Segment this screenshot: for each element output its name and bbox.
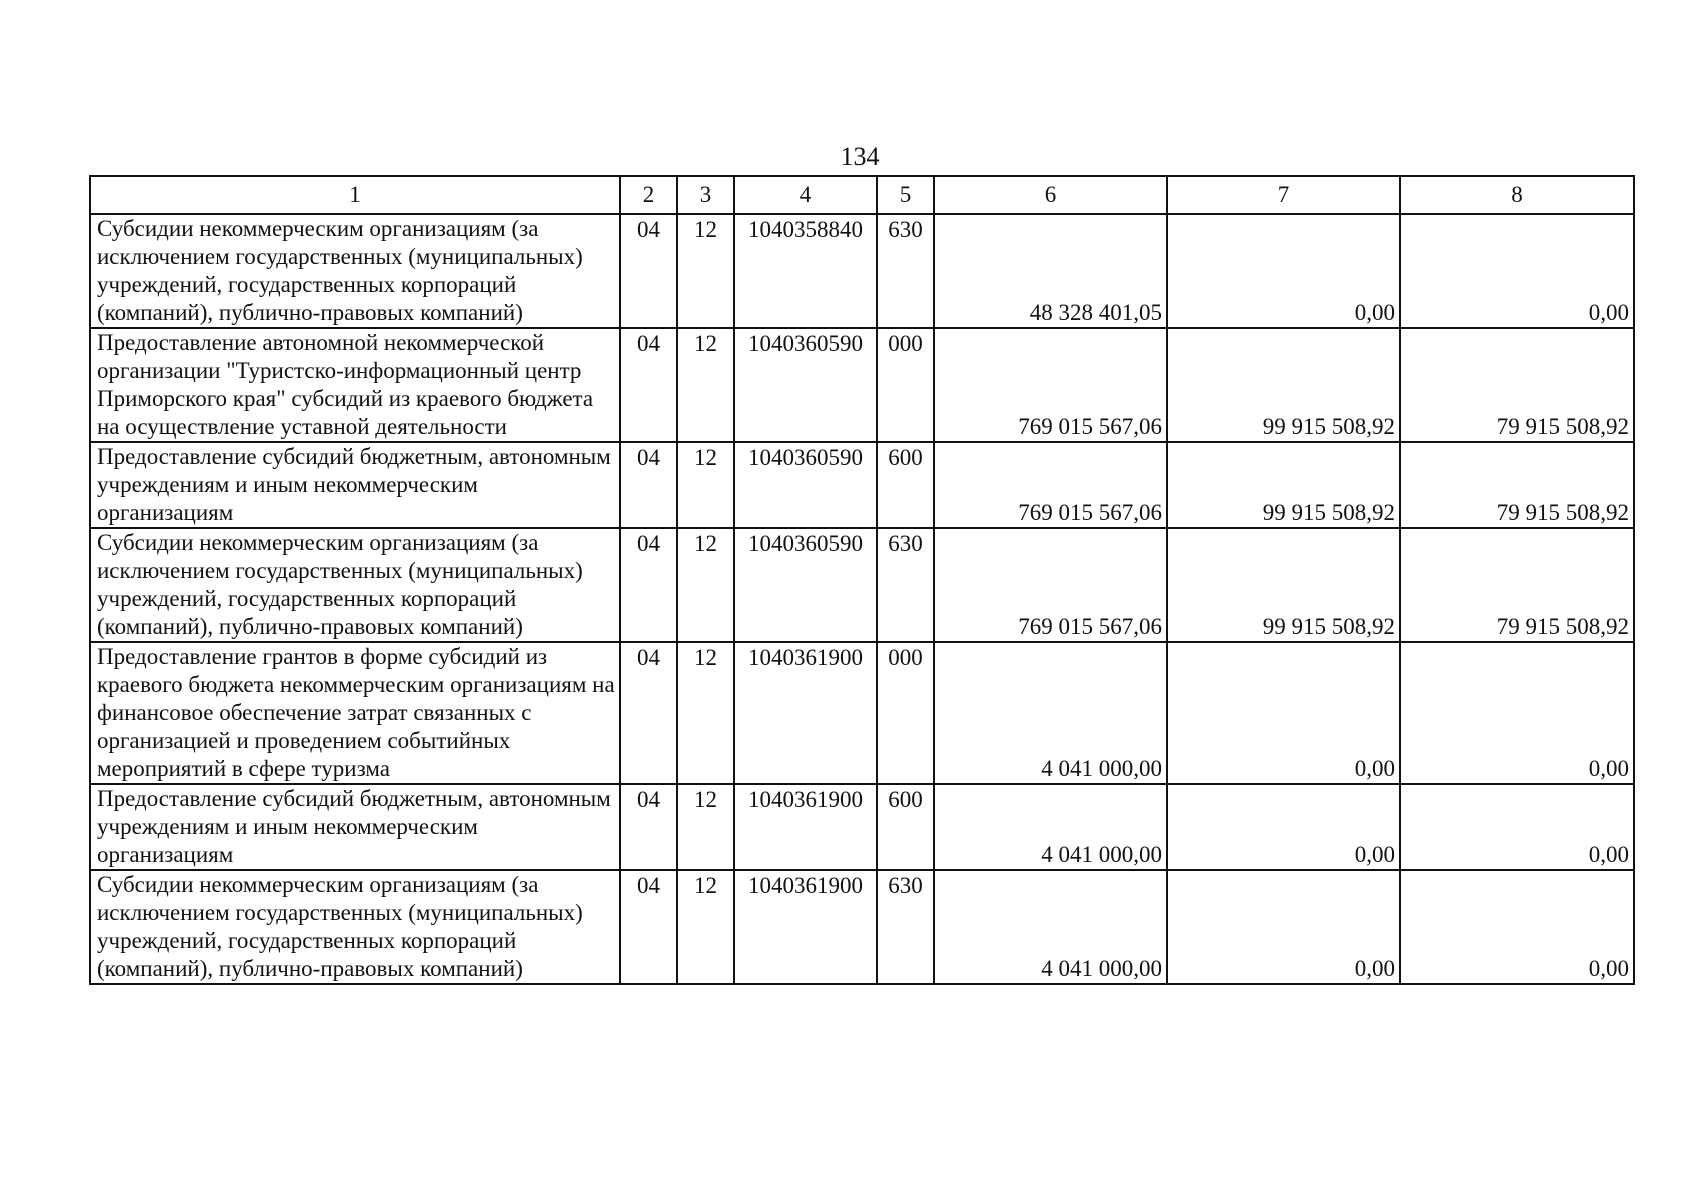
subsection-code-cell: 12	[677, 870, 734, 984]
column-header: 1	[90, 176, 620, 214]
section-code-cell: 04	[620, 870, 677, 984]
target-article-cell: 1040358840	[734, 214, 877, 328]
amount-col7-cell: 99 915 508,92	[1167, 528, 1400, 642]
expense-type-cell: 630	[877, 870, 934, 984]
row-name-cell: Предоставление субсидий бюджетным, автономным учреждениям и иным некоммерческим организациям	[90, 442, 620, 528]
row-name-cell: Субсидии некоммерческим организациям (за исключением государственных (муниципальных) учреждений, государственных корпораций (компаний), публично-правовых компаний)	[90, 214, 620, 328]
amount-col7-cell: 99 915 508,92	[1167, 442, 1400, 528]
page-number: 134	[840, 142, 880, 171]
amount-col7-cell: 0,00	[1167, 784, 1400, 870]
section-code-cell: 04	[620, 528, 677, 642]
table-row	[90, 870, 1634, 984]
amount-col7-cell: 0,00	[1167, 214, 1400, 328]
column-header: 2	[620, 176, 677, 214]
section-code-cell: 04	[620, 442, 677, 528]
table-row	[90, 784, 1634, 870]
table-row	[90, 642, 1634, 784]
amount-col8-cell: 79 915 508,92	[1400, 442, 1634, 528]
subsection-code-cell: 12	[677, 528, 734, 642]
expense-type-cell: 000	[877, 642, 934, 784]
section-code-cell: 04	[620, 328, 677, 442]
target-article-cell: 1040361900	[734, 784, 877, 870]
subsection-code-cell: 12	[677, 214, 734, 328]
subsection-code-cell: 12	[677, 442, 734, 528]
header-row	[90, 176, 1634, 214]
table-row	[90, 442, 1634, 528]
subsection-code-cell: 12	[677, 784, 734, 870]
target-article-cell: 1040361900	[734, 642, 877, 784]
amount-col8-cell: 0,00	[1400, 870, 1634, 984]
subsection-code-cell: 12	[677, 642, 734, 784]
target-article-cell: 1040360590	[734, 442, 877, 528]
column-header: 5	[877, 176, 934, 214]
amount-col8-cell: 0,00	[1400, 642, 1634, 784]
column-header: 4	[734, 176, 877, 214]
column-header: 7	[1167, 176, 1400, 214]
section-code-cell: 04	[620, 642, 677, 784]
row-name-cell: Предоставление субсидий бюджетным, автономным учреждениям и иным некоммерческим организациям	[90, 784, 620, 870]
amount-col6-cell: 48 328 401,05	[934, 214, 1167, 328]
target-article-cell: 1040360590	[734, 328, 877, 442]
row-name-cell: Субсидии некоммерческим организациям (за исключением государственных (муниципальных) учреждений, государственных корпораций (компаний), публично-правовых компаний)	[90, 870, 620, 984]
amount-col7-cell: 0,00	[1167, 870, 1400, 984]
expense-type-cell: 630	[877, 214, 934, 328]
expense-type-cell: 630	[877, 528, 934, 642]
column-header: 6	[934, 176, 1167, 214]
amount-col6-cell: 4 041 000,00	[934, 870, 1167, 984]
table-row	[90, 528, 1634, 642]
section-code-cell: 04	[620, 784, 677, 870]
subsection-code-cell: 12	[677, 328, 734, 442]
table-row	[90, 214, 1634, 328]
amount-col6-cell: 769 015 567,06	[934, 442, 1167, 528]
amount-col6-cell: 769 015 567,06	[934, 328, 1167, 442]
amount-col6-cell: 769 015 567,06	[934, 528, 1167, 642]
column-header: 8	[1400, 176, 1634, 214]
amount-col8-cell: 0,00	[1400, 784, 1634, 870]
expense-type-cell: 600	[877, 784, 934, 870]
section-code-cell: 04	[620, 214, 677, 328]
target-article-cell: 1040360590	[734, 528, 877, 642]
row-name-cell: Предоставление автономной некоммерческой организации "Туристско-информационный центр Приморского края" субсидий из краевого бюджета на осуществление уставной деятельности	[90, 328, 620, 442]
target-article-cell: 1040361900	[734, 870, 877, 984]
amount-col8-cell: 79 915 508,92	[1400, 528, 1634, 642]
amount-col6-cell: 4 041 000,00	[934, 642, 1167, 784]
row-name-cell: Предоставление грантов в форме субсидий из краевого бюджета некоммерческим организациям на финансовое обеспечение затрат связанных с организацией и проведением событийных мероприятий в сфере туризма	[90, 642, 620, 784]
amount-col8-cell: 0,00	[1400, 214, 1634, 328]
amount-col6-cell: 4 041 000,00	[934, 784, 1167, 870]
row-name-cell: Субсидии некоммерческим организациям (за исключением государственных (муниципальных) учреждений, государственных корпораций (компаний), публично-правовых компаний)	[90, 528, 620, 642]
expense-type-cell: 600	[877, 442, 934, 528]
column-header: 3	[677, 176, 734, 214]
amount-col8-cell: 79 915 508,92	[1400, 328, 1634, 442]
amount-col7-cell: 99 915 508,92	[1167, 328, 1400, 442]
amount-col7-cell: 0,00	[1167, 642, 1400, 784]
budget-table	[89, 175, 1635, 985]
expense-type-cell: 000	[877, 328, 934, 442]
table-row	[90, 328, 1634, 442]
